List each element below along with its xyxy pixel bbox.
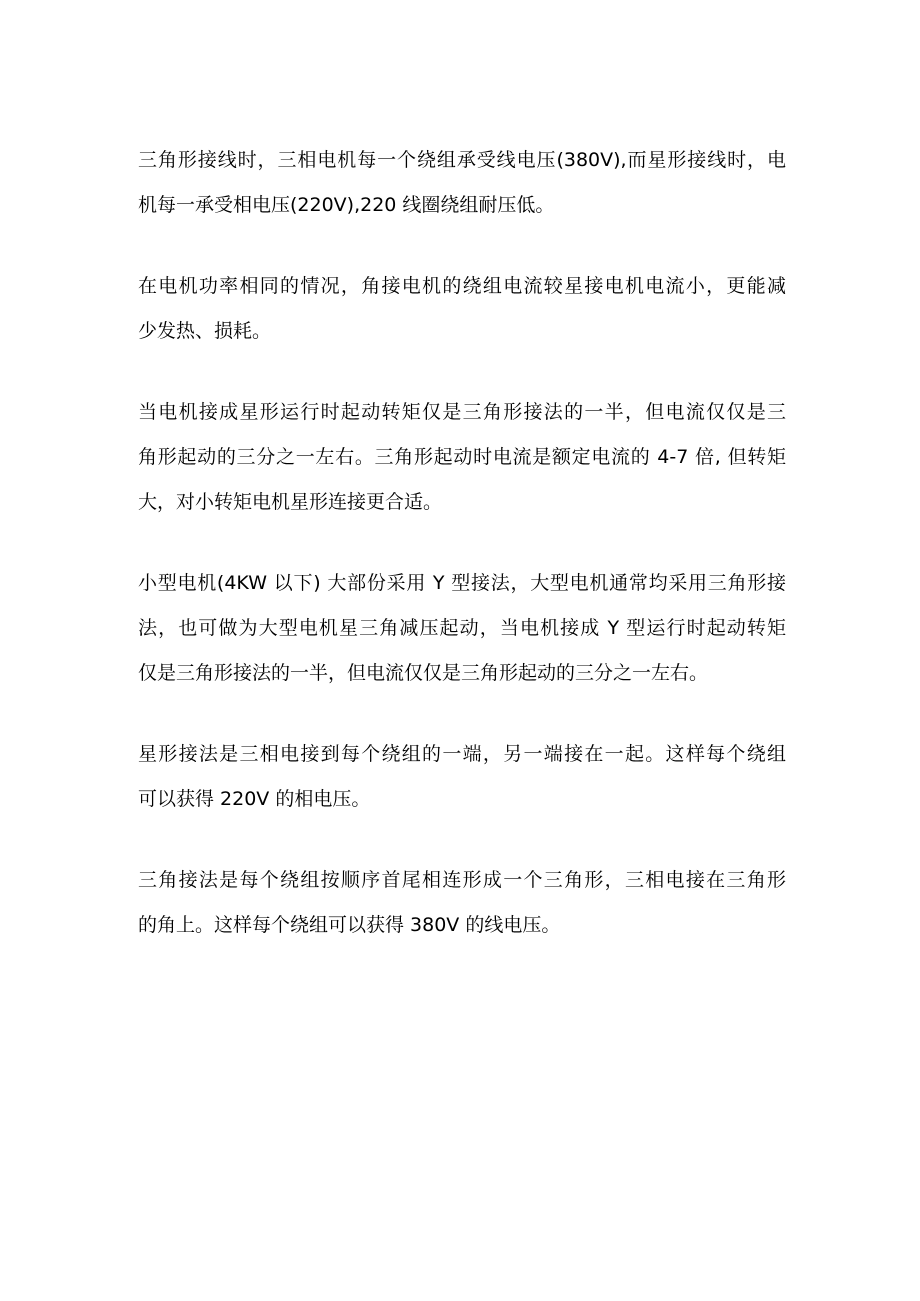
paragraph-6 <box>138 858 786 948</box>
paragraph-line: 仅是三角形接法的一半，但电流仅仅是三角形起动的三分之一左右。 <box>138 662 709 684</box>
paragraph-line: 法，也可做为大型电机星三角减压起动，当电机接成 Y 型运行时起动转矩 <box>138 617 786 639</box>
paragraph-line: 当电机接成星形运行时起动转矩仅是三角形接法的一半，但电流仅仅是三 <box>138 401 786 423</box>
paragraph-line: 可以获得 220V 的相电压。 <box>138 788 371 810</box>
paragraph-line: 大，对小转矩电机星形连接更合适。 <box>138 491 443 513</box>
paragraph-5 <box>138 732 786 822</box>
paragraph-line: 在电机功率相同的情况，角接电机的绕组电流较星接电机电流小，更能减 <box>138 275 786 297</box>
paragraph-line: 三角接法是每个绕组按顺序首尾相连形成一个三角形，三相电接在三角形 <box>138 869 786 891</box>
paragraph-line: 的角上。这样每个绕组可以获得 380V 的线电压。 <box>138 914 561 936</box>
paragraph-3 <box>138 390 786 525</box>
paragraph-line: 角形起动的三分之一左右。三角形起动时电流是额定电流的 4-7 倍, 但转矩 <box>138 446 786 468</box>
paragraph-line: 机每一承受相电压(220V),220 线圈绕组耐压低。 <box>138 194 555 216</box>
document-body <box>138 138 786 984</box>
paragraph-1 <box>138 138 786 228</box>
paragraph-4 <box>138 561 786 696</box>
paragraph-line: 星形接法是三相电接到每个绕组的一端，另一端接在一起。这样每个绕组 <box>138 743 786 765</box>
paragraph-line: 少发热、损耗。 <box>138 320 272 342</box>
paragraph-line: 三角形接线时，三相电机每一个绕组承受线电压(380V),而星形接线时，电 <box>138 149 786 171</box>
paragraph-2 <box>138 264 786 354</box>
paragraph-line: 小型电机(4KW 以下) 大部份采用 Y 型接法，大型电机通常均采用三角形接 <box>138 572 786 594</box>
